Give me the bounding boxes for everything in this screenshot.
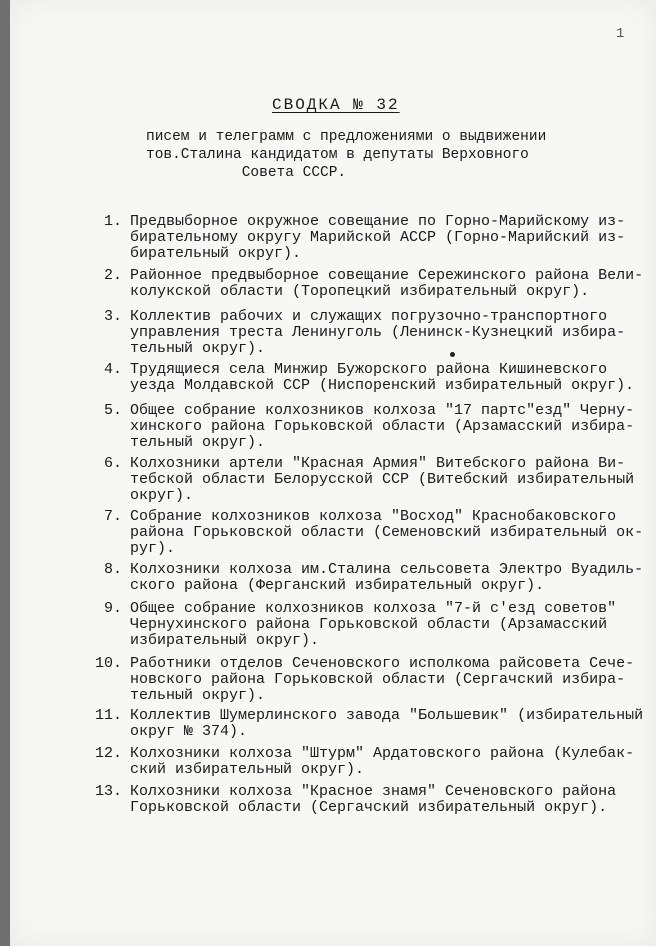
item-number: 1. [103, 213, 122, 230]
item-text: Общее собрание колхозников колхоза "7-й с'езд советов" Чернухинского района Горьковской области (Арзамасский избирательный округ). [130, 600, 617, 649]
item-number: 11. [94, 707, 122, 724]
item-text: Собрание колхозников колхоза "Восход" Краснобаковского района Горьковской области (Семеновский избирательный ок- руг). [130, 508, 644, 557]
item-text: Колхозники артели "Красная Армия" Витебского района Ви- тебской области Белорусской ССР (Витебский избирательный округ). [130, 455, 635, 504]
item-text: Районное предвыборное совещание Сережинского района Вели- колукской области (Торопецкий избирательный округ). [130, 267, 644, 300]
item-number: 7. [103, 508, 122, 525]
item-number: 4. [103, 361, 122, 378]
item-text: Работники отделов Сеченовского исполкома райсовета Сече- новского района Горьковской области (Сергачский избира- тельный округ). [130, 655, 635, 704]
item-number: 3. [103, 308, 122, 325]
item-text: Колхозники колхоза "Красное знамя" Сеченовского района Горьковской области (Сергачский избирательный округ). [130, 783, 617, 816]
item-text: Коллектив рабочих и служащих погрузочно-транспортного управления треста Ленинуголь (Ленинск-Кузнецкий избира- тельный округ). [130, 308, 626, 357]
item-text: Общее собрание колхозников колхоза "17 партс"езд" Черну- хинского района Горьковской области (Арзамасский избира- тельный округ). [130, 402, 635, 451]
item-text: Предвыборное окружное совещание по Горно-Марийскому из- бирательному округу Марийской АССР (Горно-Марийский из- бирательный округ). [130, 213, 626, 262]
item-number: 13. [94, 783, 122, 800]
item-number: 5. [103, 402, 122, 419]
item-text: Колхозники колхоза им.Сталина сельсовета Электро Вуадиль- ского района (Ферганский избирательный округ). [130, 561, 644, 594]
document-title: СВОДКА № 32 [272, 96, 400, 114]
item-number: 2. [103, 267, 122, 284]
item-text: Трудящиеся села Минжир Бужорского района Кишиневского уезда Молдавской ССР (Ниспоренский избирательный округ). [130, 361, 635, 394]
document-page [10, 0, 656, 946]
item-number: 10. [94, 655, 122, 672]
item-number: 9. [103, 600, 122, 617]
page-number: 1 [616, 26, 625, 42]
item-number: 6. [103, 455, 122, 472]
item-number: 8. [103, 561, 122, 578]
item-text: Колхозники колхоза "Штурм" Ардатовского района (Кулебак- ский избирательный округ). [130, 745, 635, 778]
item-text: Коллектив Шумерлинского завода "Большевик" (избирательный округ № 374). [130, 707, 644, 740]
document-subtitle: писем и телеграмм с предложениями о выдвижении тов.Сталина кандидатом в депутаты Верховного Совета СССР. [146, 129, 547, 181]
item-number: 12. [94, 745, 122, 762]
